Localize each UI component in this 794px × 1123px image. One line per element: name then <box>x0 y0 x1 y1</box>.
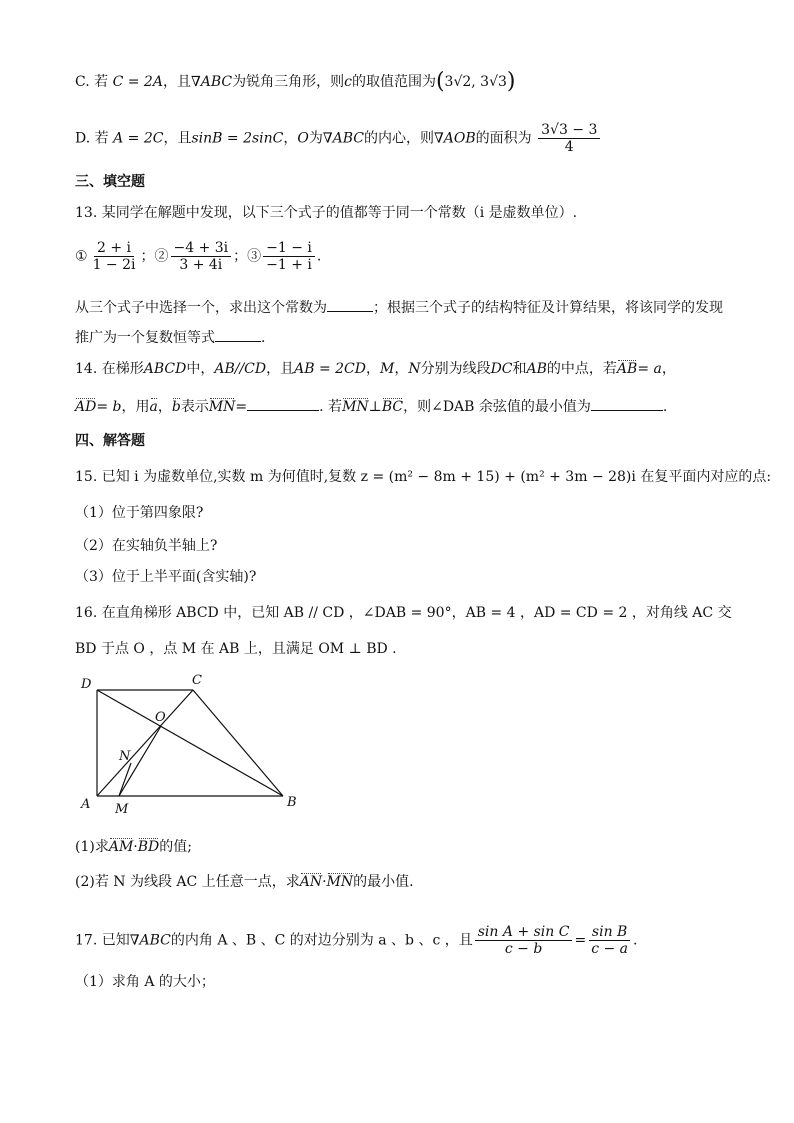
circled-number: ① <box>75 248 88 265</box>
text: 和 <box>512 361 527 377</box>
q17-stem <box>75 924 637 957</box>
period: . <box>316 248 322 265</box>
text: 从三个式子中选择一个，求出这个常数为 <box>75 300 327 316</box>
text: ，用 <box>121 399 150 415</box>
math-expr: ∇AOB <box>434 130 476 147</box>
label-c: C <box>192 673 202 688</box>
math-expr: C = 2A <box>112 74 163 90</box>
text: 的内角 A 、B 、C 的对边分别为 a 、b 、c ，且 <box>170 932 473 949</box>
answer-blank[interactable] <box>215 327 261 342</box>
math-expr: AB = 2CD <box>294 361 366 377</box>
label-m: M <box>115 802 129 817</box>
fraction-1 <box>90 240 139 273</box>
text: 推广为一个复数恒等式 <box>75 330 215 346</box>
q17-sub1: （1）求角 A 的大小； <box>75 974 215 990</box>
q14-line1 <box>75 359 676 379</box>
range-value: 3√2, 3√3 <box>444 74 507 90</box>
vector: MN <box>326 874 354 890</box>
text: 分别为线段 <box>420 361 491 377</box>
area-fraction <box>538 122 600 155</box>
label-o: O <box>155 710 166 725</box>
vector: MN <box>342 399 369 415</box>
q16-sub2 <box>75 872 414 892</box>
math-expr: = a <box>637 361 662 377</box>
math-expr: AB//CD <box>214 361 267 377</box>
denominator: −1 + i <box>266 257 312 273</box>
text: ， <box>394 361 409 377</box>
denominator: 1 − 2i <box>92 257 136 273</box>
text: . 若 <box>319 399 343 415</box>
math-expr: ∇ABC <box>190 74 233 90</box>
option-c <box>75 69 516 94</box>
answer-blank[interactable] <box>591 396 663 411</box>
math-expr: c <box>344 74 352 90</box>
text: 的取值范围为 <box>351 74 436 90</box>
denominator: c − b <box>504 941 543 957</box>
math-expr: ABCD <box>143 361 187 377</box>
text: 中， <box>186 361 215 377</box>
text: (1)求 <box>75 839 109 855</box>
label-d: D <box>81 677 92 692</box>
section-title-fill-blank: 三、填空题 <box>75 174 145 190</box>
fraction-2 <box>171 240 232 273</box>
math-expr: AB <box>526 361 547 377</box>
text: ， <box>157 399 172 415</box>
denominator: 4 <box>564 139 574 155</box>
text: 的最小值. <box>353 874 414 890</box>
vector: b <box>171 399 181 415</box>
q13-expressions <box>75 240 321 273</box>
text: ，则∠DAB 余弦值的最小值为 <box>403 399 591 415</box>
text: ， <box>283 130 298 147</box>
text: 17. 已知 <box>75 932 130 949</box>
math-expr: M <box>379 361 395 377</box>
vector: MN <box>208 399 236 415</box>
vector: AM <box>108 839 134 855</box>
vector: a <box>149 399 158 415</box>
math-expr: ∇ABC <box>322 130 365 147</box>
text: 的值; <box>159 839 192 855</box>
label-a: A <box>81 797 91 812</box>
text: ， <box>661 361 676 377</box>
numerator: 2 + i <box>94 240 134 257</box>
answer-blank[interactable] <box>327 297 373 312</box>
fraction-left <box>475 924 573 957</box>
text: ，且 <box>162 74 191 90</box>
text: . <box>261 330 266 346</box>
fraction-right <box>588 924 631 957</box>
separator: ；② <box>140 248 169 265</box>
vector: BD <box>137 839 160 855</box>
q13-stem: 13. 某同学在解题中发现，以下三个式子的值都等于同一个常数（i 是虚数单位）. <box>75 205 578 221</box>
q16-line2: BD 于点 O ，点 M 在 AB 上，且满足 OM ⊥ BD . <box>75 641 397 657</box>
text: 的内心，则 <box>364 130 435 147</box>
text: 的中点，若 <box>546 361 617 377</box>
q16-line1: 16. 在直角梯形 ABCD 中，已知 AB // CD ，∠DAB = 90°，AB = 4 ，AD = CD = 2 ，对角线 AC 交 <box>75 605 732 621</box>
text: ⊥ <box>368 399 382 415</box>
separator: ；③ <box>233 248 262 265</box>
diagonal-ac <box>97 690 193 796</box>
vector: BC <box>381 399 404 415</box>
trapezoid-figure <box>75 668 315 818</box>
edge-cb <box>193 690 283 796</box>
q15-sub1: （1）位于第四象限? <box>75 505 204 521</box>
math-expr: O <box>297 130 309 147</box>
math-expr: = b <box>96 399 122 415</box>
q16-sub1 <box>75 837 192 857</box>
math-expr: N <box>408 361 421 377</box>
fraction-3 <box>263 240 315 273</box>
text: 为 <box>308 130 323 147</box>
text: ，且 <box>163 130 192 147</box>
period: . <box>633 932 638 949</box>
text: 的面积为 <box>475 130 532 147</box>
text: ， <box>365 361 380 377</box>
q15-sub2: （2）在实轴负半轴上? <box>75 538 218 554</box>
denominator: c − a <box>591 941 629 957</box>
label-b: B <box>287 795 297 810</box>
option-label: C. 若 <box>75 74 109 90</box>
label-n: N <box>119 749 131 764</box>
q15-sub3: （3）位于上半平面(含实轴)? <box>75 569 257 585</box>
option-d <box>75 122 602 155</box>
text: = <box>235 399 248 415</box>
numerator: sin A + sin C <box>475 924 573 941</box>
text: 表示 <box>180 399 209 415</box>
math-expr: DC <box>490 361 513 377</box>
text: 14. 在梯形 <box>75 361 144 377</box>
text: 为锐角三角形，则 <box>232 74 345 90</box>
paren: ) <box>506 69 516 94</box>
numerator: sin B <box>589 924 630 941</box>
math-expr: A = 2C <box>113 130 164 147</box>
math-expr: sinB = 2sinC <box>191 130 284 147</box>
numerator: 3√3 − 3 <box>538 122 600 139</box>
option-label: D. 若 <box>75 130 109 147</box>
math-expr: ∇ABC <box>129 932 171 949</box>
vector: AB <box>616 361 638 377</box>
dot-operator: · <box>322 874 327 890</box>
vector: AD <box>75 399 97 415</box>
answer-blank[interactable] <box>247 396 319 411</box>
text: . <box>662 399 668 415</box>
equals: = <box>574 932 587 949</box>
q13-line3 <box>75 297 723 318</box>
q13-line4 <box>75 327 265 348</box>
denominator: 3 + 4i <box>179 257 223 273</box>
text: (2)若 N 为线段 AC 上任意一点，求 <box>75 874 300 890</box>
paren: ( <box>435 69 445 94</box>
numerator: −4 + 3i <box>171 240 232 257</box>
q15-stem: 15. 已知 i 为虚数单位,实数 m 为何值时,复数 z = (m² − 8m + 15) + (m² + 3m − 28)i 在复平面内对应的点: <box>75 469 772 485</box>
text: ；根据三个式子的结构特征及计算结果，将该同学的发现 <box>373 300 723 316</box>
section-title-solutions: 四、解答题 <box>75 433 145 449</box>
dot-operator: · <box>133 839 138 855</box>
q14-line2 <box>75 396 667 417</box>
numerator: −1 − i <box>263 240 315 257</box>
vector: AN <box>299 874 323 890</box>
text: ，且 <box>266 361 295 377</box>
